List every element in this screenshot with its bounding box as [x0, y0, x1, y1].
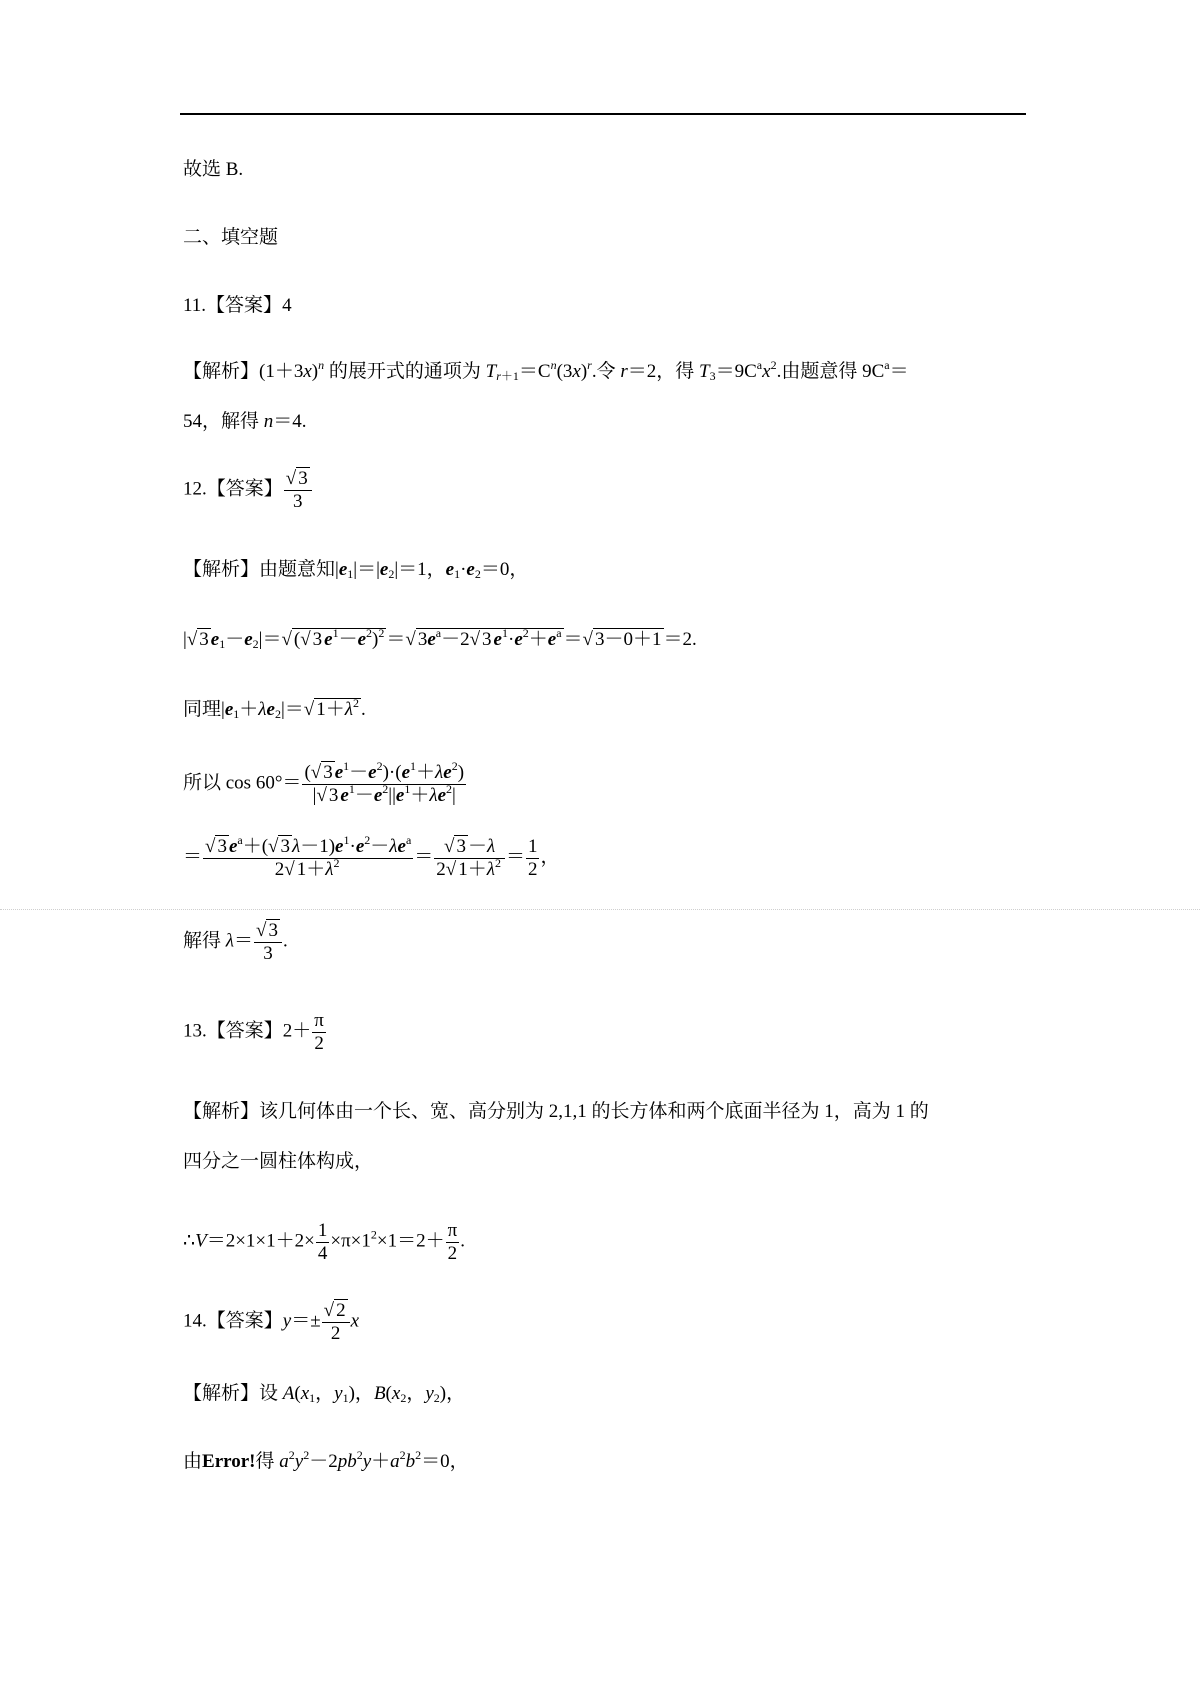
- q11-explanation: 【解析】$(1+3x)^n$ 的展开式的通项为 $T_{r+1}=C^n(3x)^r$.令 r＝2，得 $T_3=9C^ax^2$.由题意得 $9C^a=$: [183, 358, 909, 383]
- q14-explanation: 【解析】设 $A(x_1$，$y_1$)，$B(x_2$，$y_2$)，: [183, 1382, 466, 1405]
- q12-simplify: ＝ √ 3 $e^a+(√$ 3 $\lambda-1)e^1\cdot e^2-\lambda e^a$ 2√ $1+\lambda^2$ ＝ $\frac{√ 3 -\lambda}{2√ 1+\lambda^2}$ ＝ $\frac{1}{2}$ ，: [183, 833, 560, 880]
- line-choose-b: 故选 B.: [183, 159, 244, 180]
- q14-answer: 14.【答案】y＝± $\frac{√ 2}{2}$ x: [183, 1300, 360, 1344]
- q12-equation: |√ 3 $e_1-e_2|=√$ (√ 3 $e^1-e^2)^2$ ＝√ $3e^a-2√$ 3 $e^1\cdot e^2+e^a$ ＝√ 3－0＋1 ＝2.: [183, 626, 697, 651]
- q12-explanation: 【解析】由题意知$|e_1|=|e_2|=1$，$e_1\cdot e_2=0$，: [183, 558, 529, 581]
- q11-answer: 11.【答案】4: [183, 294, 292, 316]
- q12-cos: 所以 cos 60°＝ $\frac{(√ 3 e^1-e^2)\cdot(e^1+\lambda e^2)}{|√ 3 e^1-e^2||e^1+\lambda e^2|}$: [183, 759, 465, 806]
- section-heading: 二、填空题: [183, 227, 279, 248]
- q13-answer: 13.【答案】2＋ $\frac{\pi}{2}$: [183, 1010, 324, 1054]
- q13-explanation: 【解析】该几何体由一个长、宽、高分别为 2,1,1 的长方体和两个底面半径为 1，高为 1 的: [183, 1100, 929, 1122]
- q14-equation: 由Error!得 $a^2y^2-2pb^2y+a^2b^2=0$，: [183, 1448, 469, 1472]
- q12-result: 解得 λ＝ $\frac{√ 3}{3}$ .: [183, 920, 288, 964]
- q13-volume: ∴V＝2×1×1＋2× $\frac{1}{4}$ $\times\pi\times 1^2\times 1=2+$ $\frac{\pi}{2}$ .: [183, 1220, 465, 1264]
- q12-similar: 同理$|e_1+\lambda e_2|=√$ $1+\lambda^2$ .: [183, 696, 366, 721]
- q11-explanation-cont: 54，解得 n＝4.: [183, 411, 307, 432]
- q12-answer: 12.【答案】 $\frac{√ 3}{3}$: [183, 468, 313, 513]
- q13-explanation-cont: 四分之一圆柱体构成，: [183, 1151, 374, 1172]
- header-rule: [180, 113, 1026, 115]
- page-break-line: [0, 909, 1200, 910]
